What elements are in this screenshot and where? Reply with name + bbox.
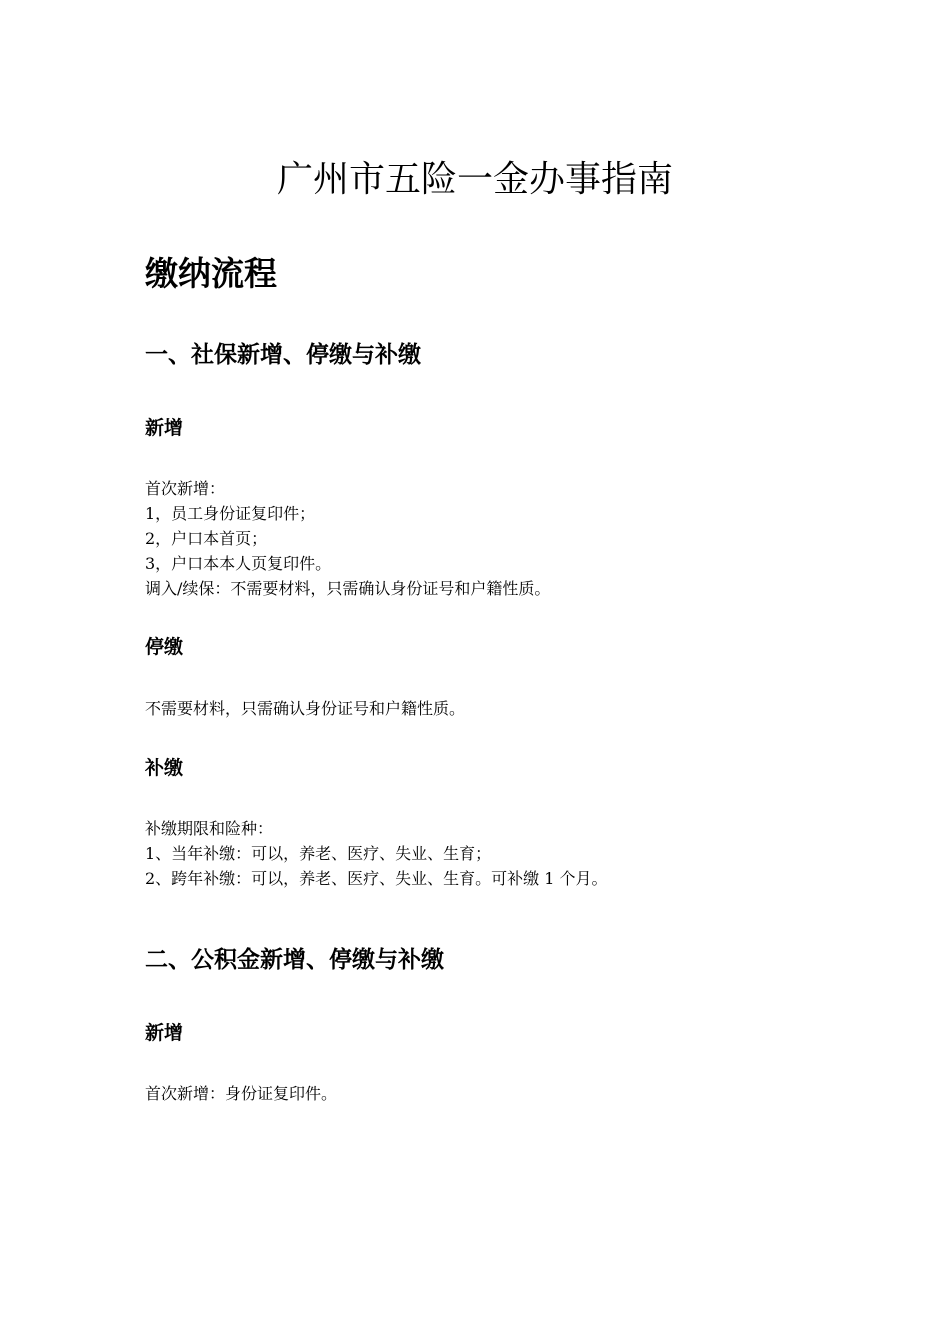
text-line: 2，户口本首页； (145, 529, 268, 548)
section-heading-social-insurance: 一、社保新增、停缴与补缴 (145, 342, 421, 368)
text-line: 首次新增： (145, 479, 226, 498)
section-heading-payment-process: 缴纳流程 (145, 254, 277, 293)
subsection-heading-social-new: 新增 (145, 417, 184, 439)
social-supplement-content (145, 816, 845, 891)
social-new-content (145, 476, 845, 601)
subsection-heading-social-supplement: 补缴 (145, 757, 184, 779)
document-title: 广州市五险一金办事指南 (276, 159, 673, 200)
text-line: 1、当年补缴：可以，养老、医疗、失业、生育； (145, 844, 492, 863)
subsection-heading-fund-new: 新增 (145, 1022, 184, 1044)
fund-new-content (145, 1081, 845, 1106)
text-line: 不需要材料，只需确认身份证号和户籍性质。 (145, 699, 466, 718)
text-line: 调入/续保：不需要材料，只需确认身份证号和户籍性质。 (145, 579, 551, 598)
text-line: 补缴期限和险种： (145, 819, 274, 838)
text-line: 首次新增：身份证复印件。 (145, 1084, 338, 1103)
text-line: 2、跨年补缴：可以，养老、医疗、失业、生育。可补缴 1 个月。 (145, 869, 608, 888)
social-stop-content (145, 696, 845, 721)
text-line: 3，户口本本人页复印件。 (145, 554, 332, 573)
section-heading-housing-fund: 二、公积金新增、停缴与补缴 (145, 947, 444, 973)
text-line: 1，员工身份证复印件； (145, 504, 316, 523)
subsection-heading-social-stop: 停缴 (145, 636, 184, 658)
